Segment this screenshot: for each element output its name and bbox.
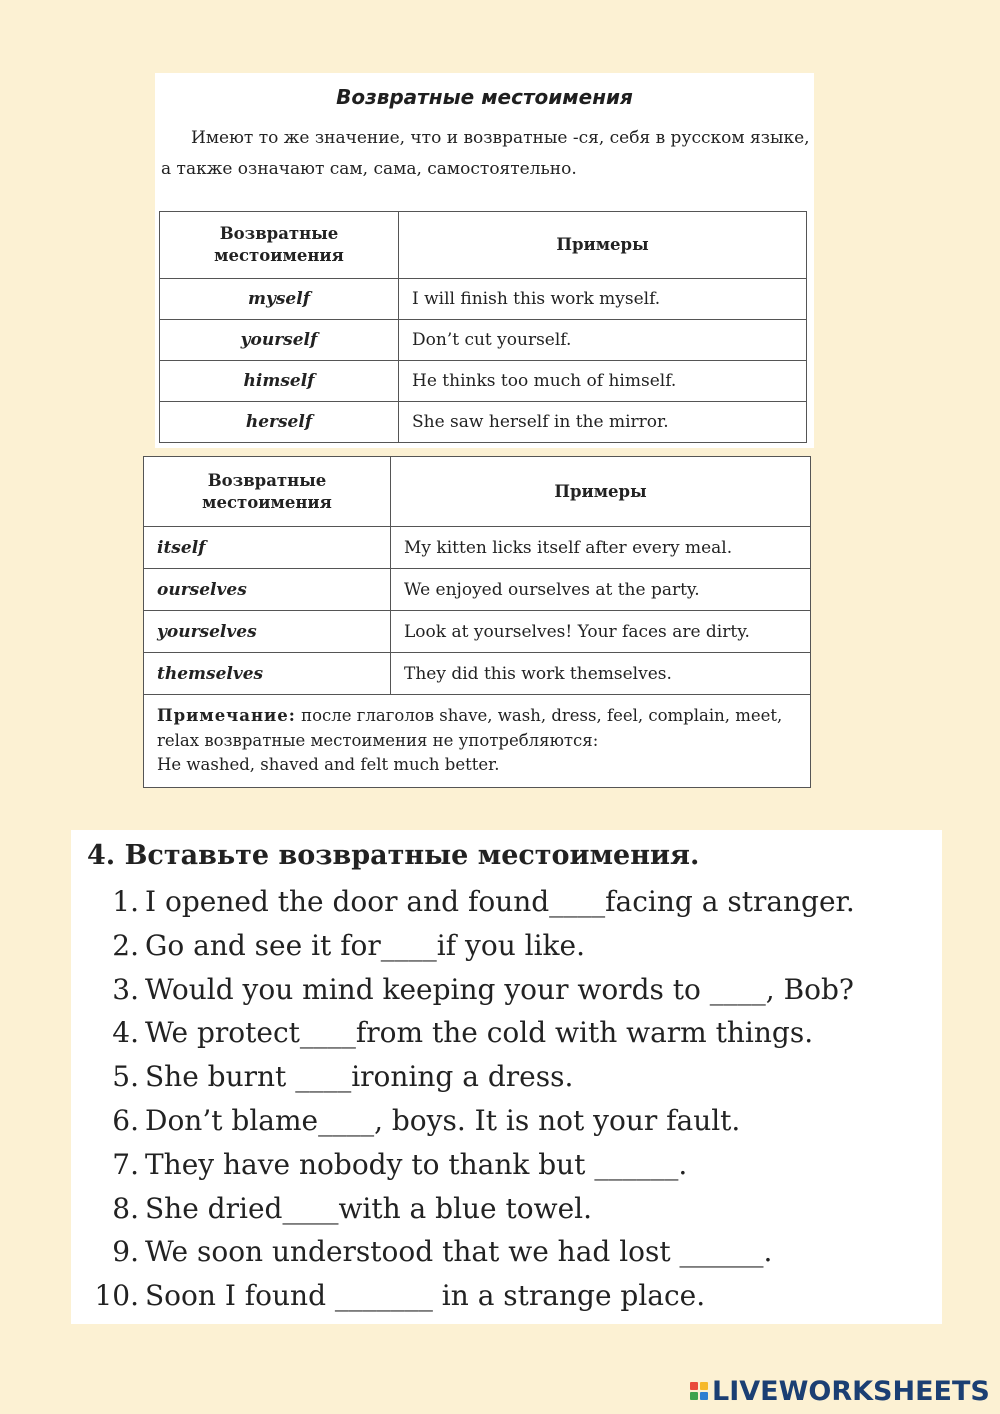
example-cell: We enjoyed ourselves at the party. xyxy=(391,569,811,611)
example-cell: They did this work themselves. xyxy=(391,653,811,695)
pronoun-cell: itself xyxy=(144,527,391,569)
pronoun-cell: ourselves xyxy=(144,569,391,611)
item-text[interactable]: Don’t blame____, boys. It is not your fault. xyxy=(145,1103,741,1137)
table-row xyxy=(160,320,807,361)
theory-title: Возвратные местоимения xyxy=(336,85,633,109)
table-row xyxy=(160,402,807,443)
logo-square-icon xyxy=(700,1392,708,1400)
table-row xyxy=(160,279,807,320)
exercise-item xyxy=(71,1055,942,1099)
table-row xyxy=(144,527,811,569)
item-number: 8. xyxy=(112,1191,139,1225)
pronoun-cell: yourselves xyxy=(144,611,391,653)
item-text[interactable]: We soon understood that we had lost ______. xyxy=(145,1235,773,1269)
item-number: 7. xyxy=(112,1147,139,1181)
note-row xyxy=(144,695,811,788)
item-text[interactable]: We protect____from the cold with warm things. xyxy=(145,1016,814,1050)
note-example: He washed, shaved and felt much better. xyxy=(157,755,500,774)
example-cell: Don’t cut yourself. xyxy=(399,320,807,361)
item-text[interactable]: Would you mind keeping your words to ____, Bob? xyxy=(145,972,854,1006)
example-cell: She saw herself in the mirror. xyxy=(399,402,807,443)
note-cell xyxy=(144,695,811,788)
item-text[interactable]: She dried____with a blue towel. xyxy=(145,1191,593,1225)
note-text: после глаголов shave, wash, dress, feel, complain, meet, relax возвратные местоимения не употребляются: xyxy=(157,706,783,750)
table-header-row xyxy=(160,212,807,279)
exercise-item xyxy=(71,1143,942,1187)
item-text[interactable]: Go and see it for____if you like. xyxy=(145,928,585,962)
pronoun-cell: himself xyxy=(160,361,399,402)
exercise-card xyxy=(71,830,942,1324)
item-text[interactable]: She burnt ____ironing a dress. xyxy=(145,1060,574,1094)
table-row xyxy=(144,569,811,611)
logo-square-icon xyxy=(700,1382,708,1390)
table-row xyxy=(144,611,811,653)
pronoun-cell: themselves xyxy=(144,653,391,695)
header-pronouns: Возвратные местоимения xyxy=(160,212,399,279)
item-number: 3. xyxy=(112,972,139,1006)
item-number: 5. xyxy=(112,1060,139,1094)
item-number: 10. xyxy=(94,1279,139,1313)
item-text[interactable]: Soon I found _______ in a strange place. xyxy=(145,1279,706,1313)
pronoun-table-1 xyxy=(159,211,807,443)
exercise-list xyxy=(71,880,942,1318)
logo-square-icon xyxy=(690,1392,698,1400)
example-cell: He thinks too much of himself. xyxy=(399,361,807,402)
pronoun-cell: myself xyxy=(160,279,399,320)
exercise-title: 4. Вставьте возвратные местоимения. xyxy=(87,840,700,871)
example-cell: I will finish this work myself. xyxy=(399,279,807,320)
exercise-item xyxy=(71,1099,942,1143)
table-row xyxy=(144,653,811,695)
item-number: 2. xyxy=(112,928,139,962)
table-header-row xyxy=(144,457,811,527)
table-row xyxy=(160,361,807,402)
exercise-item xyxy=(71,1274,942,1318)
logo-text: LIVEWORKSHEETS xyxy=(712,1375,990,1407)
header-examples: Примеры xyxy=(399,212,807,279)
item-number: 9. xyxy=(112,1235,139,1269)
item-number: 1. xyxy=(112,885,139,918)
pronoun-cell: yourself xyxy=(160,320,399,361)
liveworksheets-logo[interactable] xyxy=(690,1374,990,1408)
logo-mark-icon xyxy=(690,1382,708,1400)
item-number: 4. xyxy=(112,1016,139,1050)
example-cell: My kitten licks itself after every meal. xyxy=(391,527,811,569)
item-text[interactable]: I opened the door and found____facing a stranger. xyxy=(145,885,855,918)
theory-intro: Имеют то же значение, что и возвратные -ся, себя в русском языке, а также означают сам, сама, самостоятельно. xyxy=(161,128,810,179)
exercise-item xyxy=(71,880,942,924)
exercise-item xyxy=(71,1230,942,1274)
pronoun-cell: herself xyxy=(160,402,399,443)
exercise-item xyxy=(71,1187,942,1231)
exercise-item xyxy=(71,968,942,1012)
logo-square-icon xyxy=(690,1382,698,1390)
exercise-item xyxy=(71,1011,942,1055)
pronoun-table-2 xyxy=(143,456,811,788)
item-text[interactable]: They have nobody to thank but ______. xyxy=(145,1147,688,1181)
header-pronouns: Возвратные местоимения xyxy=(144,457,391,527)
note-label: Примечание: xyxy=(157,706,296,725)
item-number: 6. xyxy=(112,1103,139,1137)
header-examples: Примеры xyxy=(391,457,811,527)
exercise-item xyxy=(71,924,942,968)
example-cell: Look at yourselves! Your faces are dirty. xyxy=(391,611,811,653)
